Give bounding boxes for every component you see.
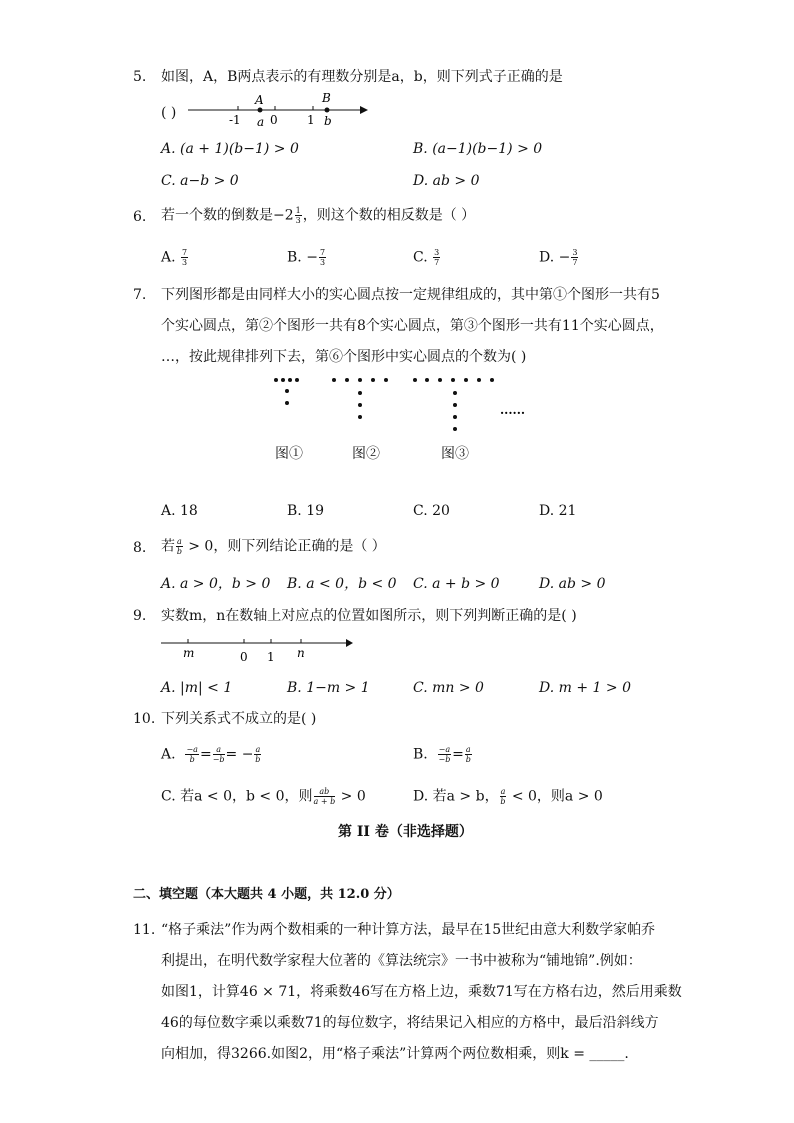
q8-stem-den: b bbox=[176, 547, 182, 556]
q10-d-frac bbox=[500, 787, 507, 806]
q5-answer-paren: ( ) bbox=[161, 105, 177, 121]
q6-option-b-sign: − bbox=[306, 249, 318, 266]
q10-option-d-label: D. bbox=[413, 788, 429, 805]
q5-option-a: A. (a + 1)(b−1) > 0 bbox=[161, 141, 299, 157]
q10-b-frac1-den: −b bbox=[438, 755, 451, 764]
q5-number-line bbox=[180, 90, 370, 132]
q10-b-frac1-num: −a bbox=[438, 745, 451, 754]
q10-b-frac2-den: b bbox=[465, 755, 471, 764]
q7-figure-3 bbox=[413, 378, 494, 431]
q6-option-c-num: 3 bbox=[434, 248, 440, 257]
q6-option-d-num: 3 bbox=[572, 248, 578, 257]
q5-option-c: C. a−b > 0 bbox=[161, 173, 239, 189]
q6-option-d-sign: − bbox=[558, 249, 571, 266]
q9-option-b: B. 1−m > 1 bbox=[287, 680, 370, 696]
q11-number: 11. bbox=[133, 922, 156, 938]
q7-option-b: B. 19 bbox=[287, 503, 325, 519]
q6-stem-pre: 若一个数的倒数是 bbox=[161, 207, 273, 224]
q5-label-A: A bbox=[255, 93, 264, 107]
q10-d-frac-den: b bbox=[500, 797, 506, 806]
q10-option-d-pre: 若a > b， bbox=[432, 788, 499, 805]
q6-option-c-den: 7 bbox=[434, 258, 440, 267]
q9-option-a: A. |m| < 1 bbox=[161, 680, 233, 696]
q10-option-b-label: B. bbox=[413, 746, 428, 763]
q7-number: 7. bbox=[133, 287, 147, 303]
q6-stem-fraction bbox=[295, 206, 302, 225]
q6-option-b-den: 3 bbox=[319, 258, 326, 267]
q7-line-1: 下列图形都是由同样大小的实心圆点按一定规律组成的，其中第①个图形一共有5 bbox=[161, 287, 660, 303]
q5-tick-0: 0 bbox=[270, 113, 278, 127]
q8-stem-post: > 0，则下列结论正确的是（ ） bbox=[183, 538, 386, 555]
section-2-heading: 二、填空题（本大题共 4 小题，共 12.0 分） bbox=[133, 887, 400, 902]
q9-label-m: m bbox=[183, 646, 195, 660]
q9-label-n: n bbox=[297, 646, 305, 660]
q9-number: 9. bbox=[133, 608, 147, 624]
q9-number-line bbox=[158, 630, 358, 664]
q9-label-1: 1 bbox=[267, 650, 275, 664]
q10-a-frac3-num: a bbox=[255, 745, 261, 754]
q7-line-3: …，按此规律排列下去，第⑥个图形中实心圆点的个数为( ) bbox=[161, 349, 527, 365]
q11-line-2: 利提出，在明代数学家程大位著的《算法统宗》一书中被称为“铺地锦”.例如： bbox=[161, 953, 642, 969]
q7-figure-1 bbox=[274, 378, 299, 405]
q10-a-frac3 bbox=[254, 745, 261, 764]
q8-stem-fraction bbox=[176, 537, 183, 556]
q10-c-frac-den: a + b bbox=[313, 797, 336, 806]
q6-stem-frac-num: 1 bbox=[295, 206, 301, 215]
q6-option-a-num: 7 bbox=[182, 248, 188, 257]
q10-a-frac1-den: b bbox=[189, 755, 195, 764]
q10-option-c-label: C. bbox=[161, 788, 176, 805]
q9-option-d: D. m + 1 > 0 bbox=[539, 680, 631, 696]
q9-option-c: C. mn > 0 bbox=[413, 680, 484, 696]
q5-tick-1: 1 bbox=[307, 113, 315, 127]
q7-figure-label-2: 图② bbox=[352, 446, 380, 462]
q10-c-frac bbox=[314, 787, 336, 806]
q8-option-b: B. a < 0，b < 0 bbox=[287, 576, 397, 592]
q5-option-b: B. (a−1)(b−1) > 0 bbox=[413, 141, 543, 157]
q10-b-frac2 bbox=[465, 745, 472, 764]
part-2-title: 第 II 卷（非选择题） bbox=[338, 824, 473, 840]
q8-option-c: C. a + b > 0 bbox=[413, 576, 500, 592]
q8-stem-num: a bbox=[177, 537, 182, 546]
q6-option-b-frac bbox=[319, 248, 326, 267]
q10-a-frac1 bbox=[185, 745, 198, 764]
q7-figure-label-1: 图① bbox=[275, 446, 303, 462]
q6-stem-frac-den: 3 bbox=[295, 216, 301, 225]
q7-figure-label-3: 图③ bbox=[441, 446, 469, 462]
q6-option-c bbox=[413, 248, 441, 267]
q6-option-d-label: D. bbox=[539, 249, 555, 266]
q10-a-eq2: = − bbox=[225, 746, 254, 763]
q6-option-b-label: B. bbox=[287, 249, 302, 266]
q10-option-d bbox=[413, 787, 603, 806]
q8-number: 8. bbox=[133, 540, 147, 556]
q5-number: 5. bbox=[133, 69, 147, 85]
q10-a-frac2 bbox=[213, 745, 225, 764]
q7-ellipsis: ...... bbox=[500, 403, 526, 417]
q10-a-frac2-den: −b bbox=[212, 755, 225, 764]
q8-option-a: A. a > 0，b > 0 bbox=[161, 576, 271, 592]
q10-b-frac2-num: a bbox=[465, 745, 471, 754]
q8-stem bbox=[161, 537, 386, 556]
q5-label-b: b bbox=[324, 114, 332, 128]
q7-option-d: D. 21 bbox=[539, 503, 577, 519]
q10-c-frac-num: ab bbox=[314, 787, 336, 797]
q5-option-d: D. ab > 0 bbox=[413, 173, 480, 189]
q6-option-b bbox=[287, 248, 327, 267]
q6-option-b-num: 7 bbox=[319, 248, 326, 257]
q6-option-c-label: C. bbox=[413, 249, 428, 266]
q6-stem bbox=[161, 206, 475, 225]
q5-stem: 如图，A，B两点表示的有理数分别是a，b，则下列式子正确的是 bbox=[161, 69, 563, 85]
q7-option-c: C. 20 bbox=[413, 503, 450, 519]
q10-b-eq1: = bbox=[452, 746, 464, 763]
q10-a-eq1: = bbox=[199, 746, 212, 763]
q5-label-B: B bbox=[322, 91, 331, 105]
q10-option-c bbox=[161, 787, 366, 806]
q7-figure-2 bbox=[332, 378, 388, 419]
q10-a-frac3-den: b bbox=[255, 755, 261, 764]
q6-stem-post: ，则这个数的相反数是（ ） bbox=[302, 207, 476, 224]
q8-option-d: D. ab > 0 bbox=[539, 576, 606, 592]
q6-number: 6. bbox=[133, 209, 147, 225]
q10-b-frac1 bbox=[438, 745, 451, 764]
q6-option-d-den: 7 bbox=[572, 258, 578, 267]
q6-option-d-frac bbox=[571, 248, 578, 267]
q11-line-3: 如图1，计算46 × 71，将乘数46写在方格上边，乘数71写在方格右边，然后用乘数 bbox=[161, 984, 682, 1000]
q6-option-c-frac bbox=[433, 248, 440, 267]
q10-option-a bbox=[161, 745, 262, 764]
q11-line-1: “格子乘法”作为两个数相乘的一种计算方法，最早在15世纪由意大利数学家帕乔 bbox=[161, 922, 656, 938]
q6-option-a-frac bbox=[181, 248, 188, 267]
q7-line-2: 个实心圆点，第②个图形一共有8个实心圆点，第③个图形一共有11个实心圆点， bbox=[161, 318, 664, 334]
q10-number: 10. bbox=[133, 711, 156, 727]
q11-line-4: 46的每位数字乘以乘数71的每位数字，将结果记入相应的方格中，最后沿斜线方 bbox=[161, 1015, 659, 1031]
q8-stem-pre: 若 bbox=[161, 538, 175, 555]
q6-stem-value: −2 bbox=[273, 207, 294, 224]
q10-d-frac-num: a bbox=[500, 787, 506, 796]
q11-line-5: 向相加，得3266.如图2，用“格子乘法”计算两个两位数相乘，则k = _____. bbox=[161, 1046, 629, 1062]
q6-option-a-label: A. bbox=[161, 249, 176, 266]
q10-option-a-label: A. bbox=[161, 746, 176, 763]
q5-tick-minus1: -1 bbox=[229, 113, 241, 127]
q6-option-d bbox=[539, 248, 579, 267]
q10-option-d-post: < 0，则a > 0 bbox=[507, 788, 603, 805]
q6-option-a-den: 3 bbox=[182, 258, 188, 267]
q6-option-a bbox=[161, 248, 189, 267]
q10-a-frac1-num: −a bbox=[186, 745, 198, 754]
q10-option-b bbox=[413, 745, 473, 764]
q5-label-a: a bbox=[257, 115, 265, 129]
q10-option-c-post: > 0 bbox=[336, 788, 366, 805]
q10-stem: 下列关系式不成立的是( ) bbox=[161, 711, 317, 727]
q10-a-frac2-num: a bbox=[213, 745, 225, 755]
q9-label-0: 0 bbox=[240, 650, 248, 664]
q10-option-c-pre: 若a < 0，b < 0，则 bbox=[180, 788, 313, 805]
q9-stem: 实数m，n在数轴上对应点的位置如图所示，则下列判断正确的是( ) bbox=[161, 608, 577, 624]
q7-option-a: A. 18 bbox=[161, 503, 198, 519]
